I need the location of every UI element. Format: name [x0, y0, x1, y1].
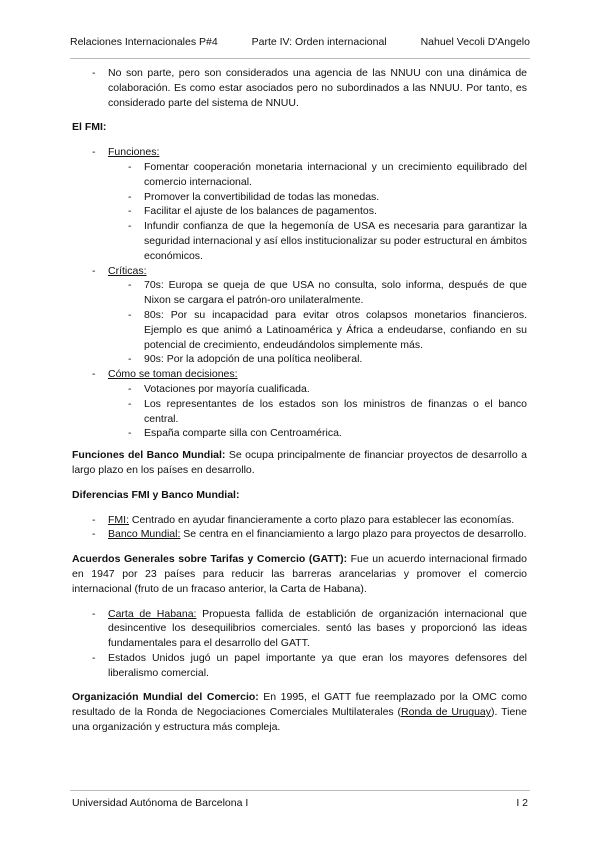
- fmi-heading: El FMI:: [72, 121, 107, 134]
- list-item: - 70s: Europa se queja de que USA no consulta, solo informa, después de que Nixon se cargara el patrón-oro unilateralmente.: [72, 278, 527, 308]
- fmi-funciones-item: [72, 145, 527, 160]
- list-item: - Fomentar cooperación monetaria internacional y un crecimiento equilibrado del comercio internacional.: [72, 160, 527, 190]
- omc-label: Organización Mundial del Comercio:: [72, 691, 259, 704]
- fmi-criticas-item: [72, 264, 527, 279]
- omc-text-after: ). Tiene una organización y estructura más compleja.: [72, 706, 527, 734]
- diferencias-label: Banco Mundial:: [108, 528, 181, 541]
- document-body: [72, 66, 527, 735]
- banco-mundial-paragraph: [72, 448, 527, 478]
- diferencias-item-banco: [72, 527, 527, 542]
- list-item: - Promover la convertibilidad de todas las monedas.: [72, 190, 527, 205]
- gatt-item-usa: [72, 651, 527, 681]
- decisiones-label: Cómo se toman decisiones:: [108, 368, 238, 381]
- page-header: [70, 36, 530, 56]
- banco-mundial-label: Funciones del Banco Mundial:: [72, 449, 226, 462]
- omc-paragraph: [72, 690, 527, 734]
- list-item: - Facilitar el ajuste de los balances de pagamentos.: [72, 204, 527, 219]
- header-section: Parte IV: Orden internacional: [251, 36, 387, 48]
- diferencias-text: Centrado en ayudar financieramente a corto plazo para establecer las economías.: [129, 513, 515, 526]
- gatt-label: Acuerdos Generales sobre Tarifas y Comercio (GATT):: [72, 553, 348, 566]
- fmi-decisiones-item: [72, 367, 527, 382]
- diferencias-label: FMI:: [108, 513, 129, 526]
- gatt-paragraph: [72, 552, 527, 596]
- page-number: I 2: [516, 797, 528, 809]
- gatt-item-text: Propuesta fallida de establición de organización internacional que desincentive los desequilibrios comerciales. sentó las bases y proporcionó las ideas fundamentales para el desarrollo del GATT.: [108, 607, 527, 650]
- banco-mundial-text: Se ocupa principalmente de financiar proyectos de desarrollo a largo plazo en los países en desarrollo.: [72, 449, 527, 476]
- list-item: - 80s: Por su incapacidad para evitar otros colapsos monetarios financieros. Ejemplo es que animó a Latinoamérica y África a endeudarse, confiando en su potencial de crecimiento, endeudándolos simplemente más.: [72, 308, 527, 352]
- intro-bullet: - No son parte, pero son considerados una agencia de las NNUU con una dinámica de colaboración. Es como estar asociados pero no subordinados a las NNUU. Por tanto, es considerado parte del sistema de NNUU.: [72, 66, 527, 110]
- diferencias-item-fmi: [72, 513, 527, 528]
- gatt-text: Fue un acuerdo internacional firmado en 1947 por 23 países para reducir las barreras arancelarias y promover el comercio internacional (fruto de un fracaso anterior, la Carta de Habana).: [72, 553, 527, 595]
- list-item: - 90s: Por la adopción de una política neoliberal.: [72, 352, 527, 367]
- header-course: Relaciones Internacionales P#4: [70, 36, 218, 48]
- funciones-label: Funciones:: [108, 146, 160, 159]
- footer-divider: [70, 790, 530, 791]
- footer-university: Universidad Autónoma de Barcelona I: [72, 797, 249, 809]
- gatt-item-label: Carta de Habana:: [108, 607, 197, 620]
- ronda-uruguay-link[interactable]: Ronda de Uruguay: [401, 706, 492, 719]
- list-item: - Los representantes de los estados son los ministros de finanzas o el banco central.: [72, 397, 527, 427]
- list-item: - Infundir confianza de que la hegemonía de USA es necesaria para garantizar la seguridad internacional y así ellos institucionalizar su poder estructural en ámbitos económicos.: [72, 219, 527, 263]
- gatt-item-text: Estados Unidos jugó un papel importante ya que eran los mayores defensores del liberalismo comercial.: [108, 651, 527, 679]
- header-author: Nahuel Vecoli D'Angelo: [420, 36, 530, 48]
- criticas-label: Críticas:: [108, 264, 147, 277]
- page-footer: [72, 797, 528, 809]
- list-item: - España comparte silla con Centroamérica.: [72, 426, 527, 441]
- diferencias-text: Se centra en el financiamiento a largo plazo para proyectos de desarrollo.: [180, 528, 527, 541]
- header-divider: [70, 58, 530, 59]
- diferencias-heading: Diferencias FMI y Banco Mundial:: [72, 488, 240, 501]
- list-item: - Votaciones por mayoría cualificada.: [72, 382, 527, 397]
- gatt-item-carta-habana: [72, 607, 527, 651]
- omc-text: En 1995, el GATT fue reemplazado por la OMC como resultado de la Ronda de Negociaciones Comerciales Multilaterales (: [72, 691, 527, 719]
